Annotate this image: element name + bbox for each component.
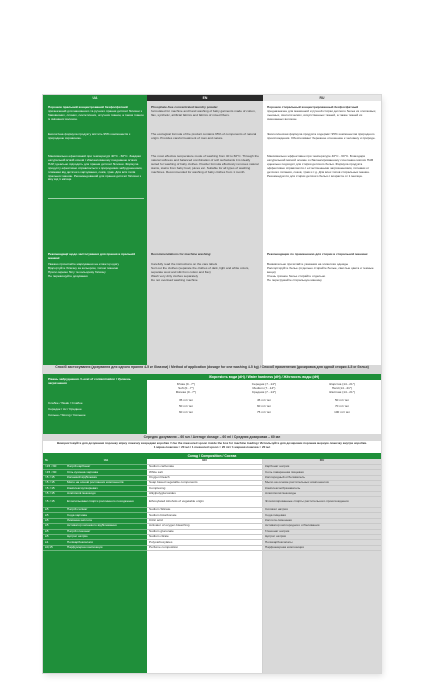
composition-ru xyxy=(263,459,381,673)
ua-column xyxy=(43,95,147,365)
hardness-label: Soft (0...7°) xyxy=(178,385,194,390)
divider xyxy=(48,198,144,199)
ingredient: Сіль кухонна харчова xyxy=(65,470,147,475)
ingredient: Цитрат натрия xyxy=(263,534,381,539)
pct: >5 <15 xyxy=(43,486,65,491)
pct-header: % xyxy=(43,459,65,464)
dosage-title: Спосіб застосування (дозування для одного прання 4-5 кг білизни) / Method of application (dosage for one washing 4-5 kg) / Способ применения (дозировка для одной стирки 4-5 кг белья) xyxy=(43,365,381,374)
hardness-label: Середня (7...14°) xyxy=(251,383,277,386)
en-column xyxy=(147,95,263,365)
pct: ≤5 xyxy=(43,508,65,513)
ru-title: Порошок стиральный концентрированный бесфосфатный xyxy=(267,106,359,109)
pct: ≤1 xyxy=(43,540,65,545)
pct: >5 <15 xyxy=(43,491,65,496)
table-row xyxy=(43,545,147,550)
ingredient: Soap based vegetable components xyxy=(147,481,262,486)
ua-recommendations-title: Рекомендації щодо застосування для прання в пральній машині: xyxy=(48,253,136,260)
dose-value: 60 ml / мл xyxy=(178,409,194,414)
hardness-col-hard xyxy=(303,383,381,417)
composition-en xyxy=(147,459,263,673)
en-header: EN xyxy=(147,459,262,464)
list-item: Рассортируйте белье (отдельно стирайте белые, светлые цвета и темные вещи) xyxy=(267,265,374,274)
hardness-col-medium xyxy=(225,383,303,417)
ingredient: Парфумерна композиція xyxy=(65,545,147,550)
ingredient: Комплексоутворювач xyxy=(65,486,147,491)
contamination-column xyxy=(43,374,147,434)
ingredient: Натрій силікат xyxy=(65,508,147,513)
average-dosage: Середнє дозування – 60 мл / Average dosage – 60 ml / Средняя дозировка – 60 мл xyxy=(43,434,381,441)
ingredient: Глюконат натрия xyxy=(263,529,381,534)
ingredient: Парфюмерная композиция xyxy=(263,545,381,550)
pct: >15 <30 xyxy=(43,470,65,475)
contamination-list xyxy=(48,402,144,420)
dose-value: 45 ml / мл xyxy=(256,397,272,402)
ingredient: Polycarboxylates xyxy=(147,540,262,545)
ua-description: Максимально ефективний при температурі 40°C - 60°C. Завдяки натуральній м'якій основі і збалансованому поєднанню м'яких ПАР, ідеально підходить для прання дитячої білизни. Формула продукту ефективно справляється з природними забрудненнями, плямами від дитячого харчування, соків, трав. Для всіх типів пральних машин. Рекомендований для прання дитячої білизни з віку від 1 місяця. xyxy=(48,155,143,182)
ingredient: Сода харчова xyxy=(65,513,147,518)
list-item: Wash very dirty clothes separately xyxy=(151,273,198,278)
ingredient: Соль поваренная пищевая xyxy=(263,470,381,475)
ingredient: Мило на основі рослинних компонентів xyxy=(65,481,147,486)
list-item: Прати окремо білу та кольорову білизну xyxy=(48,269,106,274)
en-intro: formulated for machine and hand washing of baby garments made of cotton, flax, synthetic, artificial fabrics and fabrics of mixed fibers. xyxy=(151,110,256,117)
ingredient: Кислота лимонная xyxy=(263,518,381,523)
ingredient: Натрій карбонат xyxy=(65,464,147,469)
ingredient: Citric acid xyxy=(147,518,262,523)
list-item: Do not overload washing machine xyxy=(151,277,198,282)
ingredient: Кислородный отбеливатель xyxy=(263,475,381,480)
spoon-instruction: Використовуйте для дозування порошку мірну ложечку всередині коробки / Use the measured spoon inside the box for machine loading / Используйте для дозировки порошка мерную ложечку внутри коробки. xyxy=(43,441,381,445)
hardness-label: Medium (7...14°) xyxy=(252,385,276,390)
ingredient: Sodium bicarbonate xyxy=(147,513,262,518)
ingredient: Активатор кислородного отбеливания xyxy=(263,524,381,529)
dose-value: 35 ml / мл xyxy=(178,397,194,402)
ingredient: Комплексообразователь xyxy=(263,486,381,491)
list-item: Уважно прочитайте маркування на етикетці одягу xyxy=(48,263,120,266)
ru-header: RU xyxy=(263,459,381,464)
ingredient: Лимонна кислота xyxy=(65,518,147,523)
list-item: Не перевищуйте дозування xyxy=(48,273,88,278)
composition-ru-table xyxy=(263,459,381,551)
ingredient: Complexing xyxy=(147,486,262,491)
ru-recommendations-title: Рекомендации по применению для стирки в стиральной машине: xyxy=(267,253,369,256)
ingredient: Alkylpolyglucosides xyxy=(147,491,262,496)
pct: >5 <15 xyxy=(43,497,65,508)
hardness-label: М'яка (0...7°) xyxy=(176,383,196,386)
list-item: Слабке / Weak / Слабое xyxy=(48,402,83,405)
ingredient: Сода пищевая xyxy=(263,513,381,518)
dose-value: 100 ml / мл xyxy=(334,409,350,414)
ua-column-header: UA xyxy=(92,96,98,100)
pct: ≤5 xyxy=(43,534,65,539)
en-description: The most effective temperature mode of washing from 40 to 60°C. Through the natural softness and balanced combination of soft surfactants it is ideally suited for washing of baby clothes. Powder formula effectively removes natural stains, stains from baby food, juices etc. Suitable for all types of washing machines. Recommended for washing of baby clothes from 1 month. xyxy=(151,155,259,174)
composition-header: Склад / Composition / Состав xyxy=(43,453,381,459)
ingredient: Алкілполіглюкозиди xyxy=(65,491,147,496)
ingredient: Perfume composition xyxy=(147,545,262,550)
pct: ≤5 xyxy=(43,529,65,534)
list-item: Не перегружайте стиральную машину xyxy=(267,277,322,282)
contamination-title: Рівень забруднення / Level of contamination / Уровень загрязнения xyxy=(48,378,131,385)
hardness-label: Hard (14...21°) xyxy=(331,385,353,390)
ingredient: Ethoxylated Alcohols of vegetable origin xyxy=(147,497,262,508)
ingredient: Кисневий відбілювач xyxy=(65,475,147,480)
ua-header: UA xyxy=(65,459,147,464)
ingredient: Силикат натрия xyxy=(263,508,381,513)
dose-value: 60 ml / мл xyxy=(256,403,272,408)
list-item: Очень грязное белье стирайте отдельно xyxy=(267,273,326,278)
list-item: Sort out the clothes (separate the clothes of dark, light and white colors, separate wool and silk from cotton and flax) xyxy=(151,265,250,274)
en-formula: The ecological formula of the product contains 95% of components of natural origin. Provides careful treatment of man and nature. xyxy=(151,133,257,140)
ingredient: Этоксилированные спирты растительного происхождения xyxy=(263,497,381,508)
ingredient: Activator of oxygen bleaching xyxy=(147,524,262,529)
ingredient: Активатор кисневого відбілювання xyxy=(65,524,147,529)
table-row xyxy=(263,497,381,508)
pct: ≤5 xyxy=(43,513,65,518)
product-label-sheet xyxy=(43,95,381,673)
pct: >5 <15 xyxy=(43,475,65,480)
ingredient: Алкилполиглюкозиды xyxy=(263,491,381,496)
ru-formula: Экологическая формула продукта содержит 95% компонентов природного происхождения. Обеспечивает бережное отношение к человеку и природе. xyxy=(267,133,376,140)
en-recommendations-list xyxy=(151,263,259,283)
ingredient: Sodium Silicate xyxy=(147,508,262,513)
pct: >5 <15 xyxy=(43,481,65,486)
hardness-label: Средняя (7...14°) xyxy=(251,389,277,394)
hardness-table xyxy=(147,374,381,434)
list-item: Сильне / Strong / Сильное xyxy=(48,413,86,417)
spoon-volume: 1 мірна ложечка = 20 мл / 1 measured spoon = 20 ml / 1 мерная ложечка = 20 мл xyxy=(43,445,381,450)
ingredient: Цитрат натрію xyxy=(65,534,147,539)
ua-title: Порошок пральний концентрований безфосфатний xyxy=(48,106,128,109)
list-item: Відсортуйте білизну за кольором, типом тканини xyxy=(48,265,119,270)
ua-formula: Екологічна формула продукту містить 95% компонентів з природною сировиною. xyxy=(48,133,131,140)
en-title: Phosphate-free concentrated laundry powder xyxy=(151,106,218,109)
ingredient: Sodium carbonate xyxy=(147,464,262,469)
ru-column-header: RU xyxy=(263,95,381,101)
dose-value: 50 ml / мл xyxy=(178,403,194,408)
composition-en-table xyxy=(147,459,262,551)
pct: ≤5 xyxy=(43,518,65,523)
ingredient: Sodium citrate xyxy=(147,534,262,539)
pct: ≤0,15 xyxy=(43,545,65,550)
list-item: Середнє / Av / Среднее xyxy=(48,407,82,411)
pct: >15 <30 xyxy=(43,464,65,469)
hardness-label: Жёсткая (14...21°) xyxy=(329,389,355,394)
ingredient: Натрій глюконат xyxy=(65,529,147,534)
ua-intro: призначений для машинного та ручного прання дитячої білизни з бавовняних, лляних, синтетичних, штучних тканин, а також тканин із змішаних волокон. xyxy=(48,110,144,121)
ru-intro: предназначен для машинной и ручной стирки детского белья из хлопковых, льняных, синтетических, искусственных тканей, а также тканей из смешанных волокон. xyxy=(267,110,377,121)
table-row xyxy=(43,497,147,508)
ru-recommendations-list xyxy=(267,263,377,283)
ingredient: White salt xyxy=(147,470,262,475)
hardness-label: Жорстка (14...21°) xyxy=(329,383,355,386)
composition-ua xyxy=(43,459,147,673)
dose-value: 70 ml / мл xyxy=(334,403,350,408)
ingredient: Поликарбоксилаты xyxy=(263,540,381,545)
ingredient: Етоксильовані спирти рослинного походження xyxy=(65,497,147,508)
dose-value: 50 ml / мл xyxy=(334,397,350,402)
ingredient: Sodium gluconate xyxy=(147,529,262,534)
hardness-header: Жорсткість води (dH) / Water hardness (dH) / Жёсткость воды (dH) xyxy=(147,374,381,380)
list-item: Внимательно прочитайте указания на этикетках одежды xyxy=(267,263,349,266)
list-item: Carefully read the instructions on the care labels xyxy=(151,263,218,266)
composition-ua-table xyxy=(43,459,147,551)
ingredient: Oxygen bleach xyxy=(147,475,262,480)
table-row xyxy=(147,545,262,550)
ua-recommendations-list xyxy=(48,263,144,279)
dose-value: 75 ml / мл xyxy=(256,409,272,414)
ingredient: Мыло на основе растительных компонентов xyxy=(263,481,381,486)
ru-column xyxy=(263,95,381,365)
hardness-col-soft xyxy=(147,383,225,417)
table-row xyxy=(147,497,262,508)
hardness-label: Мягкая (0...7°) xyxy=(175,389,197,394)
table-row xyxy=(263,545,381,550)
en-recommendations-title: Recommendations for machine washing: xyxy=(151,253,212,256)
ru-description: Максимально эффективен при температуре 40°C - 60°C. Благодаря натуральной мягкой основе и сбалансированному сочетанию мягких ПАВ идеально подходит для стирки детского белья. Формула продукта эффективно справляется с естественными загрязнениями, пятнами от детского питания, соков, трав и т.д. Для всех типов стиральных машин. Рекомендуется для стирки детского белья с возраста от 1 месяца. xyxy=(267,155,374,178)
ingredient: Полікарбоксилати xyxy=(65,540,147,545)
ingredient: Карбонат натрия xyxy=(263,464,381,469)
en-column-header: EN xyxy=(147,95,263,101)
pct: ≤5 xyxy=(43,524,65,529)
